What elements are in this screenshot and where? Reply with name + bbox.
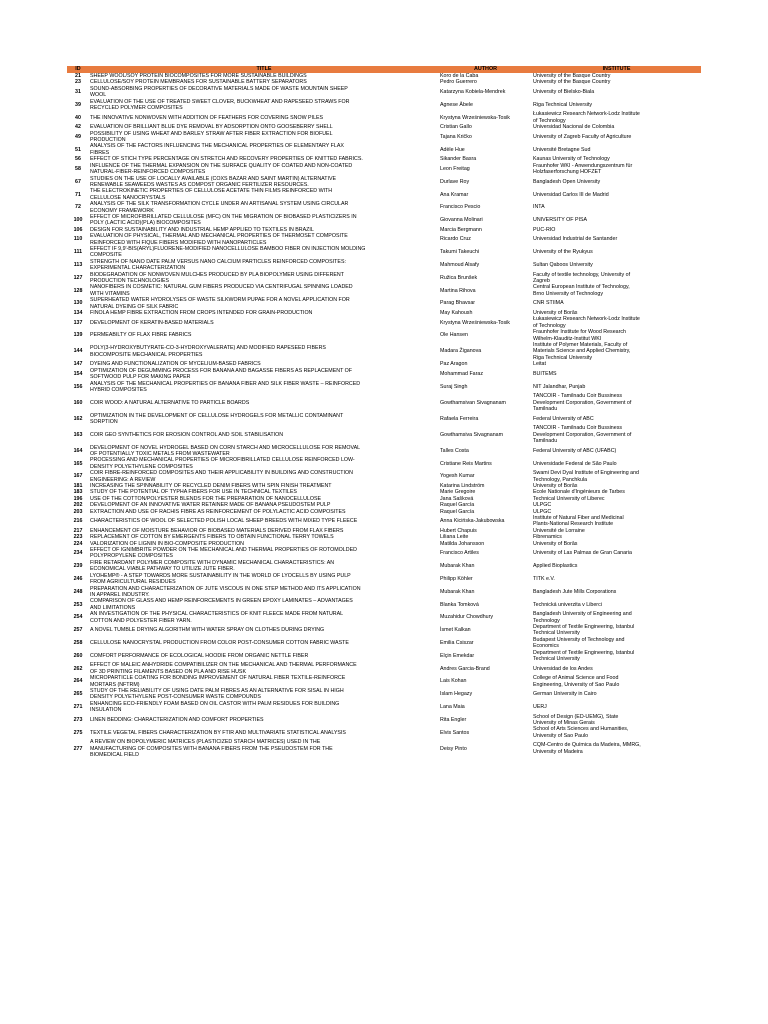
row-institute: Sultan Qaboos University	[533, 261, 593, 268]
row-author: Raquel García	[440, 502, 475, 509]
row-id: 196	[73, 495, 83, 502]
table-row	[67, 425, 701, 444]
row-author: Lais Kohan	[440, 678, 467, 685]
row-title: STUDIES ON THE USE OF LOCALLY AVAILABLE (COXS BAZAR AND SAINT MARTIN) ALTERNATIVE RENEWABLE SEAWEEDS WASTES AS COMPOST ORGANIC FERTILIZER RESOURCES.	[90, 175, 337, 188]
row-id: 216	[73, 518, 83, 525]
header-author: AUTHOR	[439, 66, 532, 73]
row-id: 21	[75, 73, 81, 79]
table-row	[67, 611, 701, 624]
row-id: 106	[73, 226, 83, 233]
row-author: Raquel García	[440, 508, 475, 515]
row-author: Katarina Lindström	[440, 483, 485, 489]
table-row	[67, 515, 701, 528]
table-row	[67, 284, 701, 297]
row-author: Paz Aragon	[440, 361, 468, 368]
row-institute: Technical University of Liberec	[533, 495, 605, 502]
table-row	[67, 131, 701, 144]
row-id: 167	[73, 473, 83, 480]
row-institute: CQM-Centro de Química da Madeira, MMRG, University of Madeira	[533, 742, 641, 755]
row-author: Katarzyna Kobiela-Mendrek	[440, 89, 506, 96]
row-title: SUPERHEATED WATER HYDROLYSES OF WASTE SILKWORM PUPAE FOR A NOVEL APPLICATION FOR NATURAL DYEING OF SILK FABRIC	[90, 297, 350, 310]
row-title: DEVELOPMENT OF NOVEL HYDROGEL BASED ON CORN STARCH AND MICROCELLULOSE FOR REMOVAL OF POTENTIALLY TOXIC METALS FROM WASTEWATER	[90, 444, 361, 457]
row-title: COIR WOOD: A NATURAL ALTERNATIVE TO PARTICLE BOARDS	[90, 399, 250, 406]
row-id: 134	[73, 310, 83, 317]
row-title: USE OF THE COTTON/POLYESTER BLENDS FOR THE PREPARATION OF NANOCELLULOSE	[90, 495, 322, 502]
row-id: 31	[75, 89, 81, 96]
row-id: 110	[73, 236, 83, 243]
table-row	[67, 316, 701, 329]
row-institute: INTA	[533, 204, 545, 211]
row-id: 58	[75, 165, 81, 172]
row-title: EFFECT OF MALEIC ANHYDRIDE COMPATIBILIZER ON THE MECHANICAL AND THERMAL PERFORMANCE OF 3D PRINTING FILAMENTS BASED ON PLA AND RISE HUSK	[90, 662, 357, 675]
row-title: EVALUATION OF BRILLIANT BLUE DYE REMOVAL BY ADSORPTION ONTO GOOSEBERRY SHELL	[90, 124, 333, 131]
table-row	[67, 470, 701, 483]
header-id: ID	[67, 66, 89, 73]
table-row	[67, 163, 701, 176]
table-row	[67, 457, 701, 470]
row-title: EVALUATION OF PHYSICAL, THERMAL AND MECHANICAL PROPERTIES OF THERMOSET COMPOSITE REINFORCED WITH FIQUE FIBERS MODIFIED WITH NANOPARTICLES	[90, 233, 348, 246]
row-author: Muzahidur Chowdhury	[440, 614, 493, 621]
row-institute: University of Borås	[533, 540, 578, 547]
row-author: Elvis Santos	[440, 729, 470, 736]
table-row	[67, 624, 701, 637]
row-title: COIR FIBRE-REINFORCED COMPOSITES AND THEIR APPLICABILITY IN BUILDING AND CONSTRUCTION ENGINEERING: A REVIEW	[90, 470, 353, 483]
row-title: EXTRACTION AND USE OF RACHIS FIBRE AS REINFORCEMENT OF POLYLACTIC ACID COMPOSITES	[90, 508, 346, 515]
row-id: 246	[73, 575, 83, 582]
row-id: 42	[75, 124, 81, 131]
row-institute: NIT Jalandhar, Punjab	[533, 383, 586, 390]
row-author: Gowthamsiva Sivagnanam	[440, 431, 504, 438]
row-institute: Institute of Polymer Materials, Faculty of Materials Science and Applied Chemistry, Riga Technical University	[533, 342, 631, 361]
row-title: DEVELOPMENT OF AN INNOVATIVE WATER RETAINER MADE OF BANANA PSEUDOSTEM PULP	[90, 502, 331, 509]
row-id: 72	[75, 204, 81, 211]
row-title: STUDY OF THE POTENTIAL OF TYPHA FIBERS FOR USE IN TECHNICAL TEXTILES	[90, 489, 297, 496]
row-title: SOUND-ABSORBING PROPERTIES OF DECORATIVE MATERIALS MADE OF WASTE MOUNTAIN SHEEP WOOL	[90, 85, 348, 99]
row-author: Leon Freitag	[440, 165, 470, 172]
table-row	[67, 368, 701, 381]
row-author: Lana Maia	[440, 704, 465, 711]
row-title: COMFORT PERFORMANCE OF ECOLOGICAL HOODIE FROM ORGANIC NETTLE FIBER	[90, 652, 309, 659]
row-title: SHEEP WOOL/SOY PROTEIN BIOCOMPOSITES FOR MORE SUSTAINABLE BUILDINGS	[90, 73, 307, 79]
row-author: Talles Costa	[440, 447, 469, 454]
row-title: TEXTILE VEGETAL FIBERS CHARACTERIZATION BY FTIR AND MULTIVARIATE STATISTICAL ANALYSIS	[90, 729, 346, 736]
row-id: 181	[73, 483, 83, 489]
table-row	[67, 381, 701, 394]
row-author: Pedro Guerrero	[440, 79, 477, 86]
row-id: 144	[73, 348, 83, 355]
row-institute: Łukasiewicz Research Network-Lodz Institute of Technology	[533, 316, 640, 329]
row-author: Mubarak Khan	[440, 563, 475, 570]
row-id: 164	[73, 447, 83, 454]
row-institute: Riga Technical University	[533, 101, 593, 108]
row-id: 39	[75, 101, 81, 108]
row-title: ENHANCEMENT OF MOISTURE BEHAVIOR OF BIOBASED MATERIALS DERIVED FROM FLAX FIBERS	[90, 527, 344, 534]
table-row	[67, 99, 701, 112]
row-author: Matilda Johansson	[440, 540, 485, 547]
row-title: FINOLA HEMP FIBRE EXTRACTION FROM CROPS INTENDED FOR GRAIN-PRODUCTION	[90, 310, 313, 317]
row-institute: School of Design (ED-UEMG), State University of Minas Gerais	[533, 713, 619, 727]
row-title: EFFECT OF MICROFIBRILLATED CELLULOSE (MFC) ON THE MIGRATION OF BIOBASED PLASTICIZERS IN POLY (LACTIC ACID)(PLA) BIOCOMPOSITES	[90, 213, 357, 227]
row-id: 277	[73, 745, 83, 752]
row-author: Cristiane Reis Martins	[440, 460, 492, 467]
table-row	[67, 739, 701, 758]
row-title: INFLUENCE OF THE THERMAL EXPANSION ON THE SURFACE QUALITY OF COATED AND NON-COATED NATURAL-FIBER-REINFORCED COMPOSITES	[90, 162, 353, 176]
row-title: PREPARATION AND CHARACTERIZATION OF JUTE VISCOUS IN ONE STEP METHOD AND ITS APPLICATION IN APPAREL INDUSTRY.	[90, 585, 361, 598]
row-author: Liliana Leite	[440, 534, 469, 541]
row-id: 56	[75, 156, 81, 163]
row-title: COMPARISON OF GLASS AND HEMP REINFORCEMENTS IN GREEN EPOXY LAMINATES – ADVANTAGES AND LIMITATIONS	[90, 598, 353, 611]
row-author: Blanka Tomková	[440, 601, 479, 608]
row-title: CELLULOSE NANOCRYSTAL PRODUCTION FROM COLOR POST-CONSUMER COTTON FABRIC WASTE	[90, 639, 349, 646]
row-institute: University of the Ryukyus	[533, 249, 593, 256]
row-institute: Fibrenamics	[533, 534, 562, 541]
row-title: STUDY OF THE RELIABILITY OF USING DATE PALM FIBRES AS AN ALTERNATIVE FOR SISAL IN HIGH DENSITY POLYETHYLENE POST-CONSUMER WASTE COMPOUNDS	[90, 688, 344, 701]
row-institute: University of the Basque Country	[533, 79, 611, 86]
row-id: 128	[73, 287, 83, 294]
table-row	[67, 662, 701, 675]
row-id: 162	[73, 415, 83, 422]
row-author: Durlave Roy	[440, 178, 470, 185]
row-author: Krystyna Wrześniewska-Tosik	[440, 114, 510, 121]
row-id: 271	[73, 704, 83, 711]
row-author: Jana Šašková	[440, 495, 474, 502]
table-row	[67, 726, 701, 739]
row-author: Emilia Csiszar	[440, 639, 474, 646]
row-id: 202	[73, 502, 83, 509]
table-row	[67, 598, 701, 611]
row-author: Mubarak Khan	[440, 588, 475, 595]
row-author: Martina Rihova	[440, 287, 476, 294]
row-institute: BUITEMS	[533, 370, 557, 377]
row-author: Ana Kramar	[440, 191, 469, 198]
table-row	[67, 259, 701, 272]
row-id: 253	[73, 601, 83, 608]
table-row	[67, 176, 701, 189]
row-title: MICROPARTICLE COATING FOR BONDING IMPROVEMENT OF NATURAL FIBER TEXTILE-REINFORCE MORTARS (NFTRM)	[90, 675, 346, 688]
row-institute: Université de Lorraine	[533, 527, 585, 534]
row-id: 154	[73, 370, 83, 377]
row-title: CHARACTERISTICS OF WOOL OF SELECTED POLISH LOCAL SHEEP BREEDS WITH MIXED TYPE FLEECE	[90, 518, 358, 525]
row-id: 147	[73, 361, 83, 368]
row-author: Giovanna Molinari	[440, 217, 483, 224]
row-institute: Universidade Federal de São Paulo	[533, 460, 617, 467]
row-institute: Department of Textile Engineering, Istanbul Technical University	[533, 623, 635, 637]
row-institute: Universidad Industrial de Santander	[533, 236, 618, 243]
row-author: Marie Gregoire	[440, 489, 476, 496]
row-author: Philipp Köhler	[440, 575, 473, 582]
row-institute: Universidad Nacional de Colombia	[533, 124, 615, 131]
row-institute: Fraunhofer WKI - Anwendungszentrum für Holzfaserforschung HOFZET	[533, 162, 633, 176]
row-author: İsmet Kalkan	[440, 627, 471, 634]
row-title: EFFECT OF IGNIMBRITE POWDER ON THE MECHANICAL AND THERMAL PROPERTIES OF ROTOMOLDED POLYPROPYLENE COMPOSITES	[90, 547, 357, 560]
row-institute: Central European Institute of Technology, Brno University of Technology	[533, 284, 630, 297]
row-institute: Łukasiewicz Research Network-Lodz Institute of Technology	[533, 111, 640, 124]
row-title: ANALYSIS OF THE MECHANICAL PROPERTIES OF BANANA FIBER AND SILK FIBER WASTE – REINFORCED HYBRID COMPOSITES	[90, 380, 361, 393]
row-author: Marcia Bergmann	[440, 226, 482, 233]
row-institute: Bangladesh University of Engineering and Technology	[533, 611, 632, 624]
row-institute: Universidad Carlos III de Madrid	[533, 191, 609, 198]
header-institute: INSTITUTE	[532, 66, 701, 73]
row-title: EFFECT OF STICH TYPE PERCENTAGE ON STRETCH AND RECOVERY PROPERTIES OF KNITTED FABRICS.	[90, 156, 363, 163]
row-title: PERMEABILTY OF FLAX FIBRE FABRICS	[90, 332, 192, 339]
row-id: 273	[73, 716, 83, 723]
row-author: May Kahoush	[440, 310, 473, 317]
row-title: OPTIMIZATION IN THE DEVELOPMENT OF CELLULOSE HYDROGELS FOR METALLIC CONTAMINANT SORPTION	[90, 412, 344, 425]
row-title: NANOFIBERS IN COSMETIC: NATURAL GUM FIBERS PRODUCED VIA CENTRIFUGAL SPINNING LOADED WITH VITAMINS	[90, 284, 353, 297]
row-title: DESIGN FOR SUSTAINABILITY AND INDUSTRIAL HEMP APPLIED TO TEXTILES IN BRAZIL	[90, 226, 314, 233]
header-title: TITLE	[89, 66, 439, 73]
row-institute: College of Animal Science and Food Engineering, University of Sao Paulo	[533, 675, 620, 688]
row-author: Andres Garcia-Brand	[440, 665, 490, 672]
row-institute: Institute of Natural Fiber and Medicinal Plants-National Research Institute	[533, 515, 624, 528]
row-title: A REVIEW ON BIOPOLYMERIC MATRICES (PLASTICIZED STARCH MATRICES) USED IN THE MANUFACTURING OF COMPOSITES WITH BANANA FIBERS FROM THE PSEUDOSTEM FOR THE BIOMEDICAL FIELD	[90, 739, 333, 759]
row-author: Francisco Artiles	[440, 550, 479, 557]
row-title: ANALYSIS OF THE SILK TRANSFORMATION CYCLE UNDER AN ARTISANAL SYSTEM USING CIRCULAR ECONOMY FRAMEWORK	[90, 201, 349, 214]
row-title: COIR GEO SYNTHETICS FOR EROSION CONTROL AND SOIL STABILISATION	[90, 431, 284, 438]
row-author: Adèle Hue	[440, 146, 465, 153]
row-institute: Ecole Nationale d'Ingénieurs de Tarbes	[533, 489, 625, 496]
row-id: 163	[73, 431, 83, 438]
table-row	[67, 675, 701, 688]
row-author: Krystyna Wrześniewska-Tosik	[440, 319, 510, 326]
row-title: LINEN BEDDING: CHARACTERIZATION AND COMFORT PROPERTIES	[90, 716, 264, 723]
row-id: 265	[73, 691, 83, 698]
row-institute: Swami Devi Dyal Institute of Engineering and Technology, Panchkula	[533, 470, 639, 483]
row-id: 264	[73, 678, 83, 685]
row-id: 257	[73, 627, 83, 634]
row-id: 113	[73, 261, 83, 268]
row-institute: TANCOIR - Tamilnadu Coir Bussiness Development Corporation, Government of Tamilnadu	[533, 393, 632, 413]
row-author: Suraj Singh	[440, 383, 468, 390]
row-id: 183	[73, 489, 83, 496]
row-id: 23	[75, 79, 81, 86]
row-institute: Faculty of textile technology, University of Zagreb	[533, 271, 631, 284]
row-institute: Technická univerzita v Liberci	[533, 601, 602, 608]
table-row	[67, 637, 701, 650]
row-author: Gowthamsivan Sivagnanam	[440, 399, 506, 406]
row-institute: School of Arts Sciences and Humanities, University of Sao Paulo	[533, 726, 629, 739]
row-author: Sikander Basra	[440, 156, 477, 163]
row-author: Anna Kicińska-Jakubowska	[440, 518, 505, 525]
row-author: Agnese Ābele	[440, 101, 473, 108]
table-row	[67, 297, 701, 310]
row-title: THE ELECTROKINETIC PROPERTIES OF CELLULOSE ACETATE THIN FILMS REINFORCED WITH CELLULOSE NANOCRYSTALS	[90, 188, 333, 201]
row-institute: Bangladesh Open University	[533, 178, 601, 185]
row-id: 203	[73, 508, 83, 515]
row-title: THE INNOVATIVE NONWOVEN WITH ADDITION OF FEATHERS FOR COVERING SNOW PILES	[90, 114, 324, 121]
table-body	[67, 73, 701, 758]
row-author: Mohammad Faraz	[440, 370, 483, 377]
row-title: VALORIZATION OF LIGNIN IN BIO-COMPOSITE PRODUCTION	[90, 540, 245, 547]
row-author: Mahmoud Alsafy	[440, 261, 480, 268]
papers-table	[67, 66, 701, 758]
row-institute: University of Bielsko-Biala	[533, 89, 595, 96]
table-row	[67, 143, 701, 156]
table-row	[67, 650, 701, 663]
row-id: 130	[73, 300, 83, 307]
row-author: Elçin Emekdar	[440, 652, 475, 659]
table-row	[67, 111, 701, 124]
row-id: 262	[73, 665, 83, 672]
row-institute: Applied Bioplastics	[533, 563, 578, 570]
row-id: 51	[75, 146, 81, 153]
row-institute: University of Las Palmas de Gran Canaria	[533, 550, 632, 557]
table-row	[67, 329, 701, 342]
table-header-row	[67, 66, 701, 73]
table-row	[67, 547, 701, 560]
table-row	[67, 214, 701, 227]
row-id: 239	[73, 563, 83, 570]
row-title: BIODEGRADATION OF NONWOVEN MULCHES PRODUCED BY PLA BIOPOLYMER USING DIFFERENT PRODUCTION TECHNOLOGIES	[90, 271, 344, 284]
row-id: 165	[73, 460, 83, 467]
row-institute: University of Borås	[533, 483, 578, 489]
row-title: ENHANCING ECO-FRIENDLY FOAM BASED ON OIL CASTOR WITH PALM RESIDUES FOR BUILDING INSULATION	[90, 700, 340, 714]
row-author: Islam Hegazy	[440, 691, 473, 698]
row-author: Yogesh Kumar	[440, 473, 475, 480]
row-title: ANALYSIS OF THE FACTORS INFLUENCING THE MECHANICAL PROPERTIES OF ELEMENTARY FLAX FIBRES	[90, 143, 344, 156]
row-id: 139	[73, 332, 83, 339]
table-row	[67, 701, 701, 714]
table-row	[67, 714, 701, 727]
row-author: Deisy Pinto	[440, 745, 467, 752]
row-id: 111	[73, 249, 83, 256]
row-institute: Department of Textile Engineering, Istanbul Technical University	[533, 649, 635, 662]
row-id: 40	[75, 114, 81, 121]
row-author: Francisco Pescio	[440, 204, 481, 211]
row-institute: University of Borås	[533, 310, 578, 317]
row-institute: TANCOIR - Tamilnadu Coir Bussiness Development Corporation, Government of Tamilnadu	[533, 425, 632, 445]
row-title: EFFECT IF 9,9'-BIS(ARYL)FLUORENE-MODIFIED NANOCELLULOSE BAMBOO FIBER ON INJECTION MOLDING COMPOSITE	[90, 245, 366, 259]
row-author: Parag Bhavsar	[440, 300, 476, 307]
row-institute: UNIVERSITY OF PISA	[533, 217, 588, 224]
row-id: 217	[73, 527, 83, 534]
row-title: AN INVESTIGATION OF THE PHYSICAL CHARACTERISTICS OF KNIT FLEECE MADE FROM NATURAL COTTON AND POLYESTER FIBER YARN.	[90, 611, 344, 624]
table-row	[67, 445, 701, 458]
table-row	[67, 573, 701, 586]
row-institute: PUC-RIO	[533, 226, 556, 233]
row-id: 234	[73, 550, 83, 557]
row-author: Koro de la Caba	[440, 73, 479, 79]
row-title: EVALUATION OF THE USE OF TREATED SWEET CLOVER, BUCKWHEAT AND RAPESEED STRAWS FOR RECYCLED POLYMER COMPOSITES	[90, 98, 350, 112]
row-id: 160	[73, 399, 83, 406]
row-author: Takumi Takeuchi	[440, 249, 480, 256]
row-institute: University of the Basque Country	[533, 73, 611, 79]
row-institute: Federal University of ABC (UFABC)	[533, 447, 617, 454]
row-institute: TITK e.V.	[533, 575, 555, 582]
row-author: Rita Engler	[440, 716, 467, 723]
row-title: POLY(3-HYDROXYBUTYRATE-CO-3-HYDROXYVALERATE) AND MODIFIED RAPESEED FIBERS BIOCOMPOSITE MECHANICAL PROPERTIES	[90, 345, 326, 358]
row-title: PROCESSING AND MECHANICAL PROPERTIES OF MICROFIBRILLATED CELLULOSE REINFORCED LOW- DENSITY POLYETHYLENE COMPOSITES	[90, 457, 355, 470]
table-row	[67, 201, 701, 214]
row-title: A NOVEL TUMBLE DRYING ALGORITHM WITH WATER SPRAY ON CLOTHES DURING DRYING	[90, 627, 325, 634]
table-row	[67, 272, 701, 285]
row-id: 156	[73, 383, 83, 390]
table-row	[67, 188, 701, 201]
row-author: Ružica Brunšek	[440, 274, 478, 281]
row-title: STRENGTH OF NANO DATE PALM VERSUS NANO CALCIUM PARTICLES REINFORCED COMPOSITES: EXPERIMENTAL CHARACTERIZATION	[90, 258, 346, 272]
row-author: Hubert Chapuis	[440, 527, 477, 534]
row-title: FIRE RETARDANT POLYMER COMPOSITE WITH DYNAMIC MECHANICAL CHARACTERISTICS: AN ECONOMICAL VIABLE PATHWAY TO UTILIZE JUTE FIBER.	[90, 559, 335, 573]
row-institute: Budapest University of Technology and Economics	[533, 636, 625, 650]
row-title: OPTIMIZATION OF DEGUMMING PROCESS FOR BANANA AND BAGASSE FIBERS AS REPLACEMENT OF SOFTWOOD PULP FOR MAKING PAPER	[90, 367, 353, 381]
paper-list-document	[67, 66, 701, 758]
row-id: 258	[73, 639, 83, 646]
row-author: Tajana Kričko	[440, 133, 472, 140]
row-author: Ricardo Cruz	[440, 236, 471, 243]
row-institute: CNR STIIMA	[533, 300, 564, 307]
row-id: 137	[73, 319, 83, 326]
table-row	[67, 246, 701, 259]
row-id: 67	[75, 178, 81, 185]
table-row	[67, 393, 701, 412]
row-author: Madara Žiganova	[440, 348, 482, 355]
row-author: Rafaela Ferreira	[440, 415, 479, 422]
row-id: 260	[73, 652, 83, 659]
row-institute: Bangladesh Jute Mills Corporations	[533, 588, 617, 595]
row-institute: ULPGC	[533, 502, 552, 509]
row-institute: Federal University of ABC	[533, 415, 594, 422]
table-row	[67, 688, 701, 701]
row-title: INCREASING THE SPINNABILITY OF RECYCLED DENIM FIBERS WITH SPIN FINISH TREATMENT	[90, 483, 332, 489]
row-id: 71	[75, 191, 81, 198]
row-institute: German University in Cairo	[533, 691, 597, 698]
row-id: 100	[73, 217, 83, 224]
row-id: 254	[73, 614, 83, 621]
table-row	[67, 86, 701, 99]
row-title: POSSIBILITY OF USING WHEAT AND BARLEY STRAW AFTER FIBER EXTRACTION FOR BIOFUEL PRODUCTION	[90, 130, 333, 144]
row-author: Ole Hansen	[440, 332, 468, 339]
row-title: DYEING AND FUNCTIONALIZATION OF MYCELIUM-BASED FABRICS	[90, 361, 261, 368]
row-institute: Fraunhofer Institute for Wood Research Wilhelm-Klauditz-Institut WKI	[533, 329, 626, 342]
row-id: 49	[75, 133, 81, 140]
row-institute: Leitat	[533, 361, 546, 368]
table-row	[67, 342, 701, 361]
row-title: CELLULOSE/SOY PROTEIN MEMBRANES FOR SUSTAINABLE BATTERY SEPARATORS	[90, 79, 307, 86]
row-id: 248	[73, 588, 83, 595]
row-institute: ULPGC	[533, 508, 552, 515]
row-institute: Universidad de los Andes	[533, 665, 593, 672]
table-row	[67, 233, 701, 246]
row-title: REPLACEMENT OF COTTON BY EMERGENTS FIBERS TO OBTAIN FUNCTIONAL TERRY TOWELS	[90, 534, 334, 541]
row-institute: Université Bretagne Sud	[533, 146, 591, 153]
table-row	[67, 413, 701, 426]
row-title: LYOHEMP® - A STEP TOWARDS MORE SUSTAINABILITY IN THE WORLD OF LYOCELLS BY USING PULP FROM AGRICULTURAL RESIDUES	[90, 572, 351, 586]
row-id: 127	[73, 274, 83, 281]
row-title: DEVELOPMENT OF KERATIN-BASED MATERIALS	[90, 319, 214, 326]
row-id: 275	[73, 729, 83, 736]
row-id: 224	[73, 540, 83, 547]
row-institute: University of Zagreb Faculty of Agriculture	[533, 133, 632, 140]
table-row	[67, 560, 701, 573]
table-row	[67, 586, 701, 599]
row-id: 223	[73, 534, 83, 541]
row-author: Cristian Gallo	[440, 124, 472, 131]
row-institute: Kaunas University of Technology	[533, 156, 610, 163]
row-institute: UERJ	[533, 704, 547, 711]
